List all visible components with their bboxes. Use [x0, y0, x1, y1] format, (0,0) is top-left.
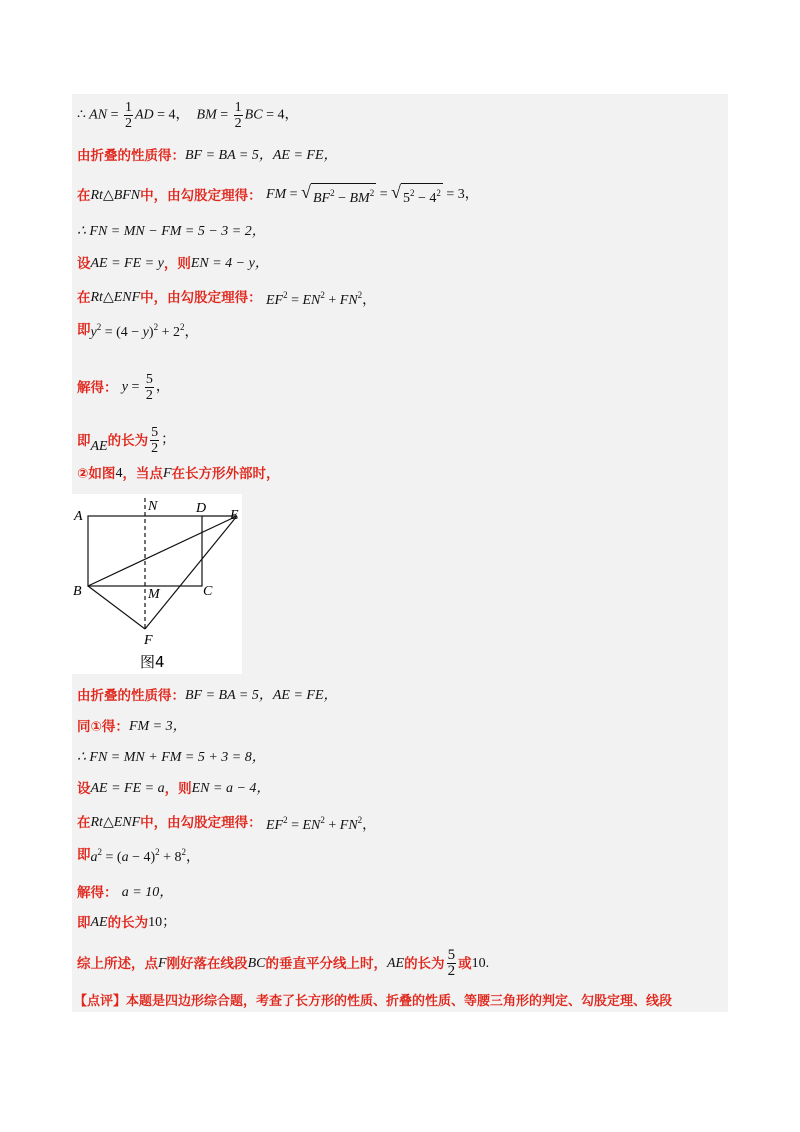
line-math: 4 — [115, 466, 123, 481]
solution-line-14 — [77, 780, 270, 798]
line-text: 在长方形外部时， — [171, 466, 280, 482]
line-math: AE — [386, 955, 405, 971]
figure-caption: 图4 — [140, 653, 165, 671]
figure-4 — [72, 494, 242, 674]
solution-line-9 — [77, 425, 175, 456]
segment-be — [88, 516, 237, 586]
line-math: ∴ FN = MN − FM = 5 − 3 = 2， — [77, 224, 266, 239]
line-math: EN = a − 4， — [191, 781, 271, 796]
line-text: 或 — [458, 955, 472, 972]
line-text: ②如图 — [77, 466, 116, 482]
math-final-fraction: $\frac{5}{2}$ — [447, 947, 456, 979]
segment-fe — [145, 516, 237, 629]
line-math: AE = FE = y — [90, 256, 164, 271]
line-text: ，则 — [164, 781, 192, 797]
solution-line-6 — [77, 286, 376, 310]
label-d: D — [196, 501, 207, 516]
math-y-solution: y = $\frac{5}{2}$ ， — [121, 372, 170, 403]
segment-bf — [88, 586, 145, 629]
line-text: 设 — [77, 781, 91, 797]
math-ae-length: $\frac{5}{2}$ ； — [151, 425, 176, 456]
line-text: 中，由勾股定理得： — [140, 815, 262, 831]
line-text: 由折叠的性质得： — [77, 688, 185, 704]
label-c: C — [203, 584, 213, 599]
solution-line-7 — [77, 318, 198, 342]
label-m: M — [148, 587, 160, 602]
review-tag: 【点评】 — [74, 994, 127, 1009]
solution-line-15 — [77, 811, 376, 835]
line-text: 的长为 — [107, 915, 149, 931]
line-text: 由折叠的性质得： — [77, 148, 185, 164]
line-math: AE — [90, 438, 108, 454]
line-math: AE = FE = a — [90, 781, 165, 796]
line-math: 10 — [471, 955, 486, 971]
solution-line-11 — [77, 687, 338, 705]
math-eq-a: $a^2 = (a - 4)^2 + 8^2$， — [90, 847, 201, 865]
label-e: E — [230, 508, 239, 523]
line-math: AE — [90, 915, 108, 930]
line-text: ，当点 — [122, 466, 163, 482]
line-math: 10； — [148, 915, 177, 930]
label-n: N — [148, 499, 158, 514]
line-text: 在 — [77, 290, 91, 306]
review-line — [74, 990, 672, 1009]
solution-line-18 — [77, 914, 176, 932]
line-math: F — [162, 466, 172, 481]
line-text: 中，由勾股定理得： — [140, 187, 262, 204]
math-eq-y: $y^2 = (4 - y)^2 + 2^2$， — [90, 322, 199, 340]
line-math: FM = 3， — [128, 719, 187, 734]
math-fm-sqrt: FM = √ $BF^2 - BM^2$ = √ $5^2 - 4^2$ = 3， — [265, 182, 479, 206]
line-text: 即 — [77, 847, 91, 863]
geometry-diagram — [72, 494, 242, 674]
line-text: 中，由勾股定理得： — [140, 290, 262, 306]
line-math: a = 10， — [121, 885, 174, 900]
line-math: BF = BA = 5，AE = FE， — [185, 148, 338, 163]
math-an-bm: ∴ AN = $\frac{1}{2}$ AD = 4， BM = $\frac{1}{2}$ BC = 4， — [77, 100, 299, 131]
line-text: 即 — [77, 322, 91, 338]
line-text: 解得： — [77, 379, 118, 396]
review-text: 本题是四边形综合题，考查了长方形的性质、折叠的性质、等腰三角形的判定、勾股定理、线段 — [126, 994, 673, 1009]
label-b: B — [73, 584, 82, 599]
math-pythag-2: $EF^2 = EN^2 + FN^2$， — [265, 815, 377, 833]
line-math: BF = BA = 5，AE = FE， — [185, 688, 338, 703]
solution-line-19 — [77, 948, 489, 979]
solution-line-8 — [77, 372, 170, 403]
line-text: 的长为 — [404, 955, 445, 972]
line-math: BC — [247, 955, 266, 971]
solution-line-17 — [77, 884, 173, 902]
line-text: ，则 — [163, 256, 191, 272]
solution-line-16 — [77, 843, 200, 867]
line-tail: . — [485, 955, 490, 971]
line-text: 综上所述，点 — [77, 955, 158, 972]
solution-line-12 — [77, 718, 187, 736]
math-pythag: $EF^2 = EN^2 + FN^2$， — [265, 290, 377, 308]
label-f: F — [144, 633, 153, 648]
line-math: Rt△BFN — [90, 187, 141, 203]
line-text: 设 — [77, 256, 91, 272]
line-text: 即 — [77, 432, 91, 449]
line-math: ∴ FN = MN + FM = 5 + 3 = 8， — [77, 750, 266, 765]
solution-line-3 — [77, 183, 479, 208]
solution-line-1 — [77, 100, 298, 131]
solution-line-13 — [77, 749, 266, 767]
solution-line-10 — [77, 465, 280, 483]
line-text: 的长为 — [107, 432, 149, 449]
line-text: 的垂直平分线上时， — [265, 955, 387, 972]
solution-line-5 — [77, 255, 269, 273]
line-text: 刚好落在线段 — [166, 955, 248, 972]
solution-line-2 — [77, 147, 338, 165]
line-math: Rt△ENF — [90, 290, 141, 305]
line-math: EN = 4 − y， — [190, 256, 269, 271]
line-text: 同①得： — [77, 719, 129, 735]
line-text: 在 — [77, 187, 91, 204]
line-text: 即 — [77, 915, 91, 931]
label-a: A — [74, 509, 83, 524]
line-math: Rt△ENF — [90, 815, 141, 830]
line-math: F — [158, 955, 167, 971]
line-text: 解得： — [77, 885, 118, 901]
solution-line-4 — [77, 223, 266, 241]
line-text: 在 — [77, 815, 91, 831]
